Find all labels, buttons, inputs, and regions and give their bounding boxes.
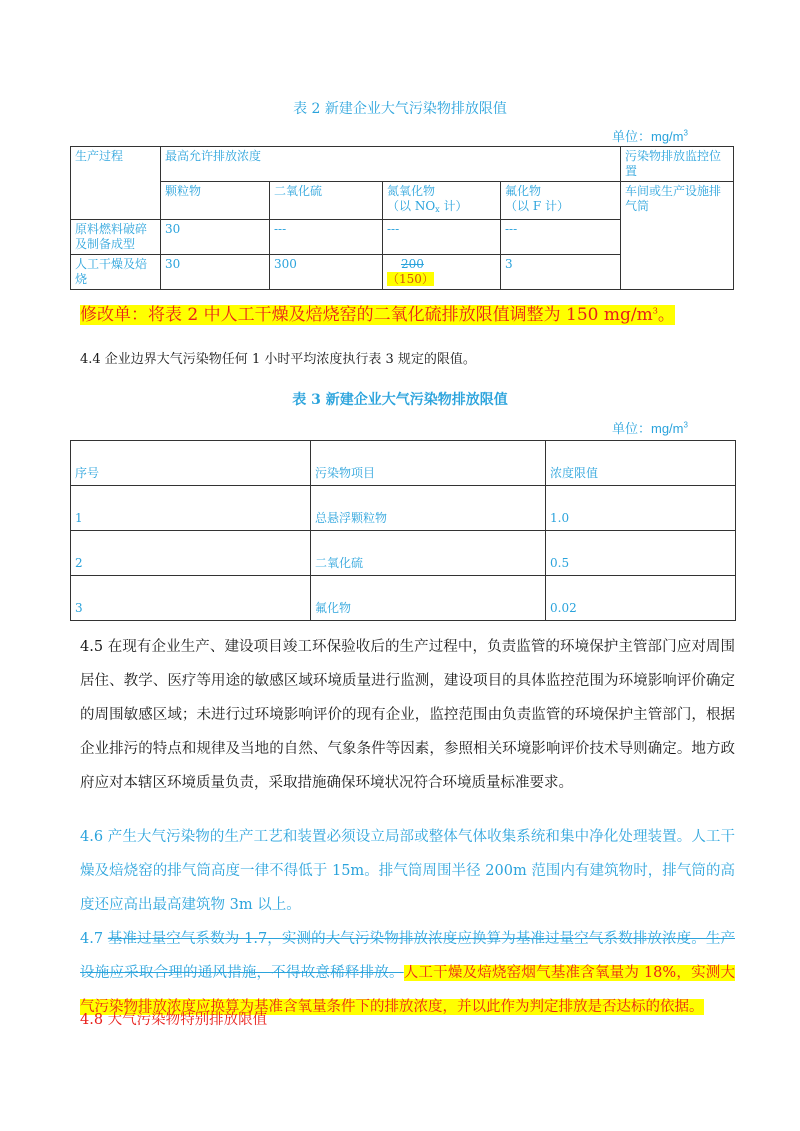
row-fluoride: 3 <box>501 255 621 290</box>
row-fluoride: --- <box>501 220 621 255</box>
amendment-text <box>80 305 675 325</box>
amendment-note <box>80 300 675 325</box>
table3-header-limit: 浓度限值 <box>546 441 736 486</box>
row-no: 3 <box>71 576 311 621</box>
amendment-sup: 3 <box>652 306 658 316</box>
nox-basis-sub: x <box>435 205 440 214</box>
para-4-5: 4.5 在现有企业生产、建设项目竣工环保验收后的生产过程中，负责监管的环境保护主管部门应对周围居住、教学、医疗等用途的敏感区域环境质量进行监测，建设项目的具体监控范围为环境影响评价确定的周围敏感区域；未进行过环境影响评价的现有企业，监控范围由负责监管的环境保护主管部门，根据企业排污的特点和规律及当地的自然、气象条件等因素，参照相关环境影响评价技术导则确定。地方政府应对本辖区环境质量负责，采取措施确保环境状况符合环境质量标准要求。 <box>80 639 735 791</box>
table3 <box>70 440 736 621</box>
para-4-7-number: 4.7 <box>80 931 108 947</box>
row-particulate: 30 <box>161 220 270 255</box>
para-4-7-inserted: 人工干燥及焙烧窑烟气基准含氧量为 18%，实测大气污染物排放浓度应换算为基准含氧量条件下的排放浓度，并以此作为判定排放是否达标的依据。 <box>80 965 735 1015</box>
row-no: 2 <box>71 531 311 576</box>
table3-header-item: 污染物项目 <box>311 441 546 486</box>
row-so2: 300 <box>270 255 383 290</box>
table-row <box>71 486 736 531</box>
table2-unit-sup: 3 <box>683 128 688 138</box>
table2-header-process: 生产过程 <box>71 147 161 220</box>
table-row <box>71 531 736 576</box>
table3-unit-label: 单位：mg/m <box>612 421 684 436</box>
fluoride-label: 氟化物 <box>505 184 542 198</box>
nox-new-value <box>387 272 496 287</box>
table2-unit <box>612 126 688 145</box>
nox-basis <box>387 199 496 217</box>
row-process: 原料燃料破碎及制备成型 <box>71 220 161 255</box>
row-nox: --- <box>383 220 501 255</box>
para-4-6: 4.6 产生大气污染物的生产工艺和装置必须设立局部或整体气体收集系统和集中净化处理装置。人工干燥及焙烧窑的排气筒高度一律不得低于 15m。排气筒周围半径 200m 范围内有建筑物时，排气筒的高度还应高出最高建筑物 3m 以上。 <box>80 829 735 913</box>
row-item: 二氧化硫 <box>311 531 546 576</box>
table2-header-particulate: 颗粒物 <box>161 182 270 220</box>
nox-basis-post: 计） <box>439 199 468 213</box>
table-row <box>71 576 736 621</box>
table3-caption: 表 3 新建企业大气污染物排放限值 <box>292 392 508 408</box>
para-4-7-deleted: 基准过量空气系数为 1.7，实测的大气污染物排放浓度应换算为基准过量空气系数排放浓度。生产设施应采取合理的通风措施，不得故意稀释排放。 <box>80 931 735 981</box>
row-item: 氟化物 <box>311 576 546 621</box>
row-no: 1 <box>71 486 311 531</box>
row-nox <box>383 255 501 290</box>
table2-caption: 表 2 新建企业大气污染物排放限值 <box>293 101 507 117</box>
row-process: 人工干燥及焙烧 <box>71 255 161 290</box>
nox-basis-pre: （以 NO <box>387 199 436 213</box>
table2-monitor-location: 车间或生产设施排气筒 <box>621 182 734 290</box>
para-4-4: 4.4 企业边界大气污染物任何 1 小时平均浓度执行表 3 规定的限值。 <box>80 352 476 367</box>
row-limit: 0.02 <box>546 576 736 621</box>
row-limit: 0.5 <box>546 531 736 576</box>
table3-unit-sup: 3 <box>683 420 688 430</box>
table3-header-row <box>71 441 736 486</box>
row-so2: --- <box>270 220 383 255</box>
row-item: 总悬浮颗粒物 <box>311 486 546 531</box>
table2-header-fluoride <box>501 182 621 220</box>
table2-header-max-conc: 最高允许排放浓度 <box>161 147 621 182</box>
table3-header-no: 序号 <box>71 441 311 486</box>
table2-header-monitor: 污染物排放监控位置 <box>621 147 734 182</box>
nox-old-value: 200 <box>401 257 424 271</box>
table2-header-so2: 二氧化硫 <box>270 182 383 220</box>
amendment-main: 修改单：将表 2 中人工干燥及焙烧窑的二氧化硫排放限值调整为 150 mg/m <box>80 305 653 325</box>
table3-unit <box>612 418 688 437</box>
table2-header-nox <box>383 182 501 220</box>
table2 <box>70 146 734 290</box>
nox-new-value-text: （150） <box>387 272 434 286</box>
nox-label: 氮氧化物 <box>387 184 436 198</box>
row-limit: 1.0 <box>546 486 736 531</box>
amendment-tail: 。 <box>657 305 675 325</box>
para-4-8: 4.8 大气污染物特别排放限值 <box>80 1012 268 1028</box>
row-particulate: 30 <box>161 255 270 290</box>
table2-unit-label: 单位：mg/m <box>612 129 684 144</box>
fluoride-basis: （以 F 计） <box>505 199 569 213</box>
